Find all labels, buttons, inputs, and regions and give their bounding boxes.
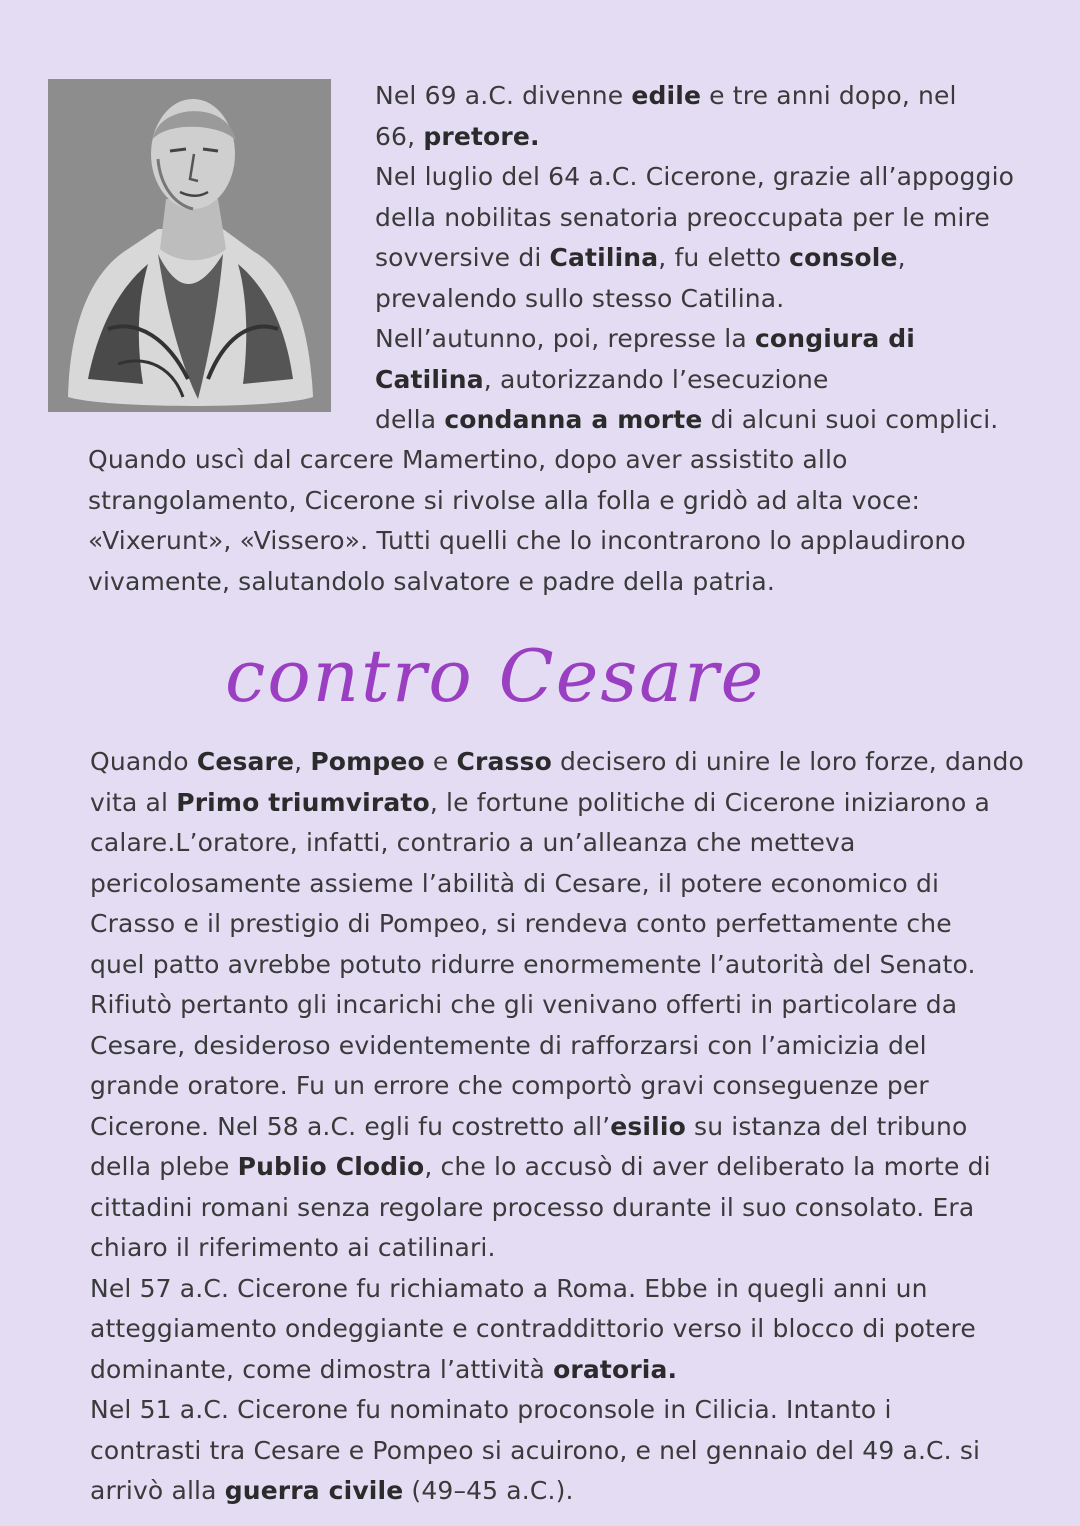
text-segment: calare.L’oratore, infatti, contrario a un’alleanza che metteva [90, 828, 856, 857]
bold-term: oratoria. [553, 1354, 678, 1384]
text-line [375, 279, 1014, 320]
text-line [90, 864, 1024, 905]
text-segment: chiaro il riferimento ai catilinari. [90, 1233, 496, 1262]
text-segment: decisero di unire le loro forze, dando [551, 747, 1024, 776]
marble-bust-portrait-icon [48, 79, 331, 412]
bold-term: Pompeo [310, 747, 425, 776]
text-segment: e tre anni dopo, nel [701, 81, 957, 110]
text-segment: cittadini romani senza regolare processo durante il suo consolato. Era [90, 1192, 975, 1222]
text-line [90, 742, 1024, 783]
text-segment: Crasso e il prestigio di Pompeo, si rendeva conto perfettamente che [90, 909, 952, 938]
text-line [88, 521, 966, 562]
text-segment: quel patto avrebbe potuto ridurre enormemente l’autorità del Senato. [90, 949, 976, 979]
vixerunt-paragraph [88, 440, 966, 602]
text-line [90, 1350, 1024, 1391]
bold-term: console [789, 243, 898, 272]
bold-term: condanna a morte [444, 405, 703, 434]
text-segment: , fu eletto [658, 243, 790, 272]
section-heading: contro Cesare [225, 634, 766, 718]
text-segment: , le fortune politiche di Cicerone iniziarono a [429, 787, 991, 817]
text-segment: Quando uscì dal carcere Mamertino, dopo aver assistito allo [88, 445, 848, 474]
text-line [88, 481, 966, 522]
text-segment: Nel luglio del 64 a.C. Cicerone, grazie all’appoggio [375, 162, 1015, 191]
text-line [375, 198, 1014, 239]
text-line [90, 945, 1024, 986]
text-line [375, 319, 1014, 360]
text-segment: della nobilitas senatoria preoccupata per le mire [375, 202, 990, 232]
text-segment: Rifiutò pertanto gli incarichi che gli venivano offerti in particolare da [90, 990, 958, 1019]
text-segment: contrasti tra Cesare e Pompeo si acuirono, e nel gennaio del 49 a.C. si [90, 1435, 981, 1465]
text-line [88, 440, 966, 481]
bold-term: Catilina [375, 364, 484, 394]
text-line [90, 1026, 1024, 1067]
bold-term: Crasso [456, 747, 552, 776]
text-line [375, 117, 1014, 158]
text-line [90, 1390, 1024, 1431]
text-segment: dominante, come dimostra l’attività [90, 1354, 554, 1384]
text-line [88, 562, 966, 603]
text-line [90, 904, 1024, 945]
text-segment: Nel 69 a.C. divenne [375, 81, 632, 110]
bold-term: Cesare [196, 747, 295, 776]
text-line [375, 400, 1014, 441]
bold-term: Primo triumvirato [176, 787, 430, 817]
text-line [90, 1431, 1024, 1472]
text-segment: vivamente, salutandolo salvatore e padre della patria. [88, 566, 775, 596]
text-segment: Cicerone. Nel 58 a.C. egli fu costretto all’ [90, 1111, 611, 1141]
text-segment: Nel 51 a.C. Cicerone fu nominato proconsole in Cilicia. Intanto i [90, 1395, 892, 1424]
text-segment: Quando [90, 747, 197, 776]
text-segment: grande oratore. Fu un errore che comportò gravi conseguenze per [90, 1071, 929, 1100]
text-line [90, 985, 1024, 1026]
text-segment: (49–45 a.C.). [403, 1476, 574, 1505]
text-segment: della [375, 405, 445, 434]
text-segment: Nel 57 a.C. Cicerone fu richiamato a Roma. Ebbe in quegli anni un [90, 1273, 928, 1303]
text-segment: , che lo accusò di aver deliberato la morte di [424, 1152, 991, 1181]
text-segment: strangolamento, Cicerone si rivolse alla folla e gridò ad alta voce: [88, 485, 921, 515]
text-line [90, 1107, 1024, 1148]
intro-paragraph [375, 76, 1014, 441]
text-segment: Nell’autunno, poi, represse la [375, 324, 755, 353]
text-segment: pericolosamente assieme l’abilità di Cesare, il potere economico di [90, 868, 940, 898]
text-line [90, 1066, 1024, 1107]
text-segment: atteggiamento ondeggiante e contraddittorio verso il blocco di potere [90, 1314, 976, 1343]
bold-term: edile [631, 81, 702, 110]
text-line [90, 1147, 1024, 1188]
text-line [90, 1269, 1024, 1310]
text-line [90, 823, 1024, 864]
text-line [90, 1471, 1024, 1512]
text-line [375, 238, 1014, 279]
bold-term: Catilina [549, 243, 659, 272]
text-segment: «Vixerunt», «Vissero». Tutti quelli che lo incontrarono lo applaudirono [88, 526, 966, 555]
bold-term: guerra civile [224, 1476, 404, 1505]
text-line [375, 157, 1014, 198]
text-segment: su istanza del tribuno [685, 1111, 968, 1141]
bold-term: Publio Clodio [237, 1152, 425, 1181]
bold-term: esilio [610, 1111, 686, 1141]
text-segment: arrivò alla [90, 1476, 225, 1505]
text-segment: 66, [375, 121, 424, 151]
text-segment: , [294, 747, 311, 776]
text-segment: , [897, 243, 906, 272]
text-line [90, 1188, 1024, 1229]
bold-term: congiura di [754, 324, 916, 353]
text-line [375, 360, 1014, 401]
text-line [375, 76, 1014, 117]
text-segment: , autorizzando l’esecuzione [483, 364, 829, 394]
bold-term: pretore. [423, 121, 540, 151]
text-segment: prevalendo sullo stesso Catilina. [375, 283, 785, 313]
text-line [90, 783, 1024, 824]
portrait-image [48, 79, 331, 412]
text-segment: sovversive di [375, 243, 550, 272]
text-segment: della plebe [90, 1152, 238, 1181]
text-line [90, 1309, 1024, 1350]
text-segment: di alcuni suoi complici. [702, 405, 999, 434]
text-segment: Cesare, desideroso evidentemente di rafforzarsi con l’amicizia del [90, 1030, 927, 1060]
text-segment: e [424, 747, 457, 776]
text-line [90, 1228, 1024, 1269]
section-body [90, 742, 1024, 1512]
text-segment: vita al [90, 787, 177, 817]
